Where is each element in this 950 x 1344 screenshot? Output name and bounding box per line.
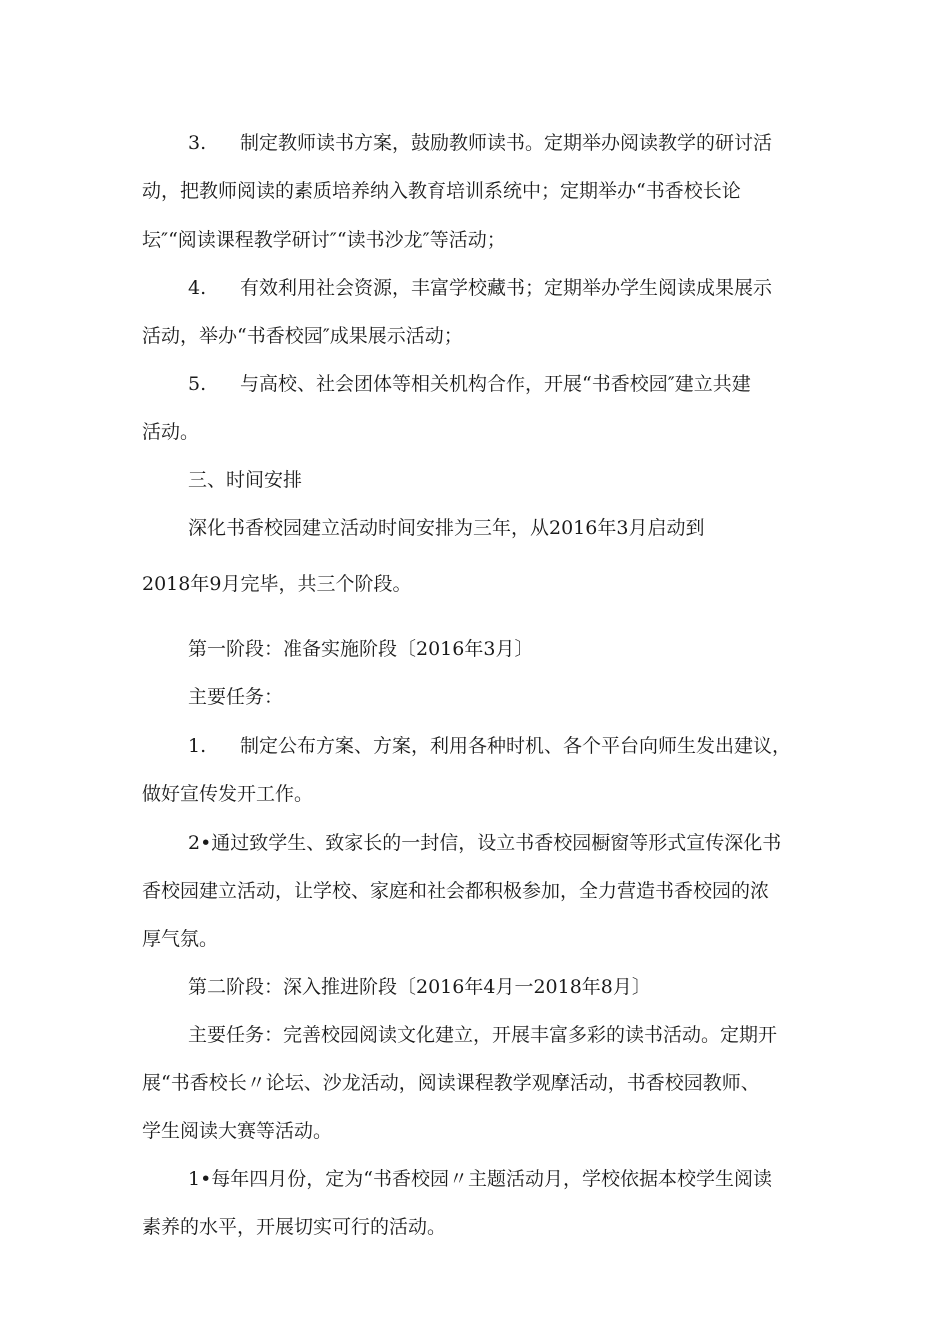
item-3-line-2: 动，把教师阅读的素质培养纳入教育培训系统中；定期举办“书香校长论 <box>142 180 741 202</box>
item-5-number: 5. <box>188 373 207 395</box>
item-3-line-3: 坛″“阅读课程教学研讨″“读书沙龙″等活动； <box>142 229 506 251</box>
section-3-intro-line-2: 2018年9月完毕，共三个阶段。 <box>142 573 412 595</box>
stage-1-heading: 第一阶段：准备实施阶段〔2016年3月〕 <box>188 638 534 660</box>
stage-2-tasks-line-3: 学生阅读大赛等活动。 <box>142 1120 333 1142</box>
stage-1-task-1-line-1 <box>188 734 791 758</box>
stage-2-tasks-line-2: 展“书香校长〃论坛、沙龙活动，阅读课程教学观摩活动，书香校园教师、 <box>142 1072 760 1094</box>
item-4-line-1 <box>188 276 772 300</box>
stage-1-task-2-line-3: 厚气氛。 <box>142 928 219 950</box>
item-5-text: 与高校、社会团体等相关机构合作，开展“书香校园″建立共建 <box>240 373 751 395</box>
stage-2-heading: 第二阶段：深入推进阶段〔2016年4月一2018年8月〕 <box>188 976 651 998</box>
stage-1-task-1-text: 制定公布方案、方案，利用各种时机、各个平台向师生发出建议， <box>240 735 792 757</box>
item-3-number: 3. <box>188 132 207 154</box>
item-5-line-2: 活动。 <box>142 421 200 443</box>
stage-2-task-1-line-2: 素养的水平，开展切实可行的活动。 <box>142 1216 447 1238</box>
section-3-heading: 三、时间安排 <box>188 469 303 491</box>
item-3-text: 制定教师读书方案，鼓励教师读书。定期举办阅读教学的研讨活 <box>240 132 773 154</box>
stage-2-tasks-line-1: 主要任务：完善校园阅读文化建立，开展丰富多彩的读书活动。定期开 <box>188 1024 778 1046</box>
item-4-text: 有效利用社会资源，丰富学校藏书；定期举办学生阅读成果展示 <box>240 277 773 299</box>
stage-1-task-2-line-1: 2•通过致学生、致家长的一封信，设立书香校园橱窗等形式宣传深化书 <box>188 832 782 854</box>
section-3-intro-line-1: 深化书香校园建立活动时间安排为三年，从2016年3月启动到 <box>188 517 705 539</box>
stage-1-task-1-number: 1. <box>188 735 207 757</box>
item-4-line-2: 活动，举办“书香校园″成果展示活动； <box>142 325 463 347</box>
stage-1-tasks-label: 主要任务： <box>188 686 284 708</box>
item-4-number: 4. <box>188 277 207 299</box>
stage-2-task-1-line-1: 1•每年四月份，定为“书香校园〃主题活动月，学校依据本校学生阅读 <box>188 1168 773 1190</box>
item-3-line-1 <box>188 131 772 155</box>
stage-1-task-2-line-2: 香校园建立活动，让学校、家庭和社会都积极参加，全力营造书香校园的浓 <box>142 880 770 902</box>
stage-1-task-1-line-2: 做好宣传发开工作。 <box>142 783 314 805</box>
item-5-line-1 <box>188 372 751 396</box>
